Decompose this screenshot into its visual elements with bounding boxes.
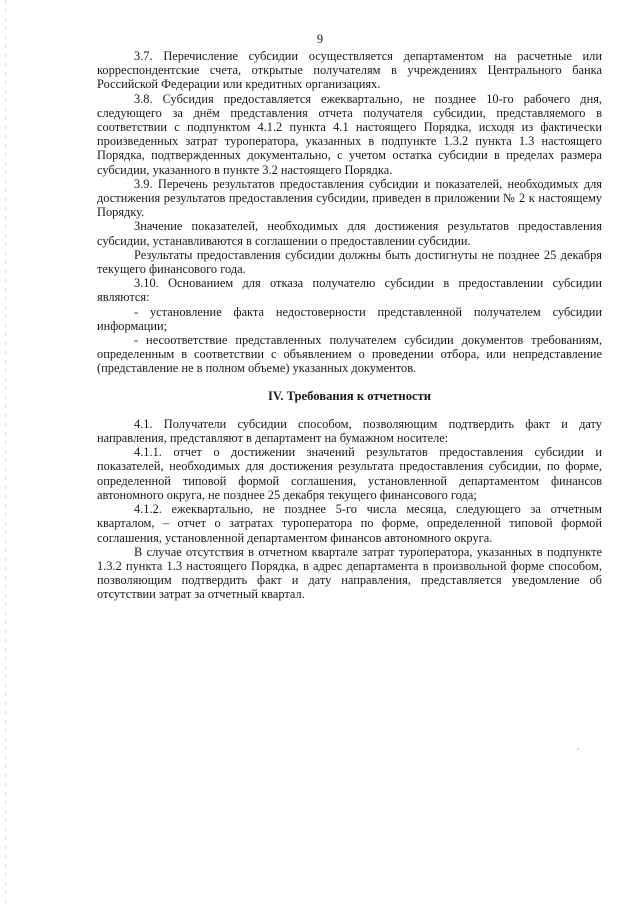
paragraph-indicator-values: Значение показателей, необходимых для достижения результатов предоставления субсидии, устанавливаются в соглашении о предоставлении субсидии.	[97, 219, 602, 248]
paragraph-3-8: 3.8. Субсидия предоставляется ежеквартально, не позднее 10-го рабочего дня, следующего за днём представления отчета получателя субсидии, представляемого в соответствии с подпунктом 4.1.2 пункта 4.1 настоящего Порядка, исходя из фактически произведенных затрат туроператора, указанных в подпункте 1.3.2 пункта 1.3 настоящего Порядка, подтвержденных документально, с учетом остатка субсидии в пределах размера субсидии, указанного в пункте 3.2 настоящего Порядка.	[97, 91, 602, 177]
section-heading: IV. Требования к отчетности	[267, 388, 432, 403]
page-number: 9	[316, 32, 324, 46]
list-item-refusal-1: - установление факта недостоверности представленной получателем субсидии информации;	[97, 304, 602, 333]
paragraph-4-1-1: 4.1.1. отчет о достижении значений результатов предоставления субсидии и показателей, необходимых для достижения результата предоставления субсидии, по форме, определенной типовой формой соглашения, установленной департаментом финансов автономного округа, не позднее 25 декабря текущего финансового года;	[97, 445, 602, 502]
paragraph-no-costs-notice: В случае отсутствия в отчетном квартале затрат туроператора, указанных в подпункте 1.3.2 пункта 1.3 настоящего Порядка, в адрес департамента в произвольной форме способом, позволяющим подтвердить факт и дату направления, представляется уведомление об отсутствии затрат за отчетный квартал.	[97, 544, 602, 602]
paragraph-3-10: 3.10. Основанием для отказа получателю субсидии в предоставлении субсидии являются:	[97, 276, 602, 305]
paragraph-3-9: 3.9. Перечень результатов предоставления субсидии и показателей, необходимых для достижения результатов предоставления субсидии, приведен в приложении № 2 к настоящему Порядку.	[97, 176, 602, 220]
paragraph-4-1: 4.1. Получатели субсидии способом, позволяющим подтвердить факт и дату направления, представляют в департамент на бумажном носителе:	[97, 416, 602, 446]
paragraph-4-1-2: 4.1.2. ежеквартально, не позднее 5-го числа месяца, следующего за отчетным кварталом, – отчет о затратах туроператора по форме, определенной типовой формой соглашения, установленной департаментом финансов автономного округа.	[97, 502, 602, 545]
scan-speck	[577, 748, 579, 750]
list-item-refusal-2: - несоответствие представленных получателем субсидии документов требованиям, определенным в соответствии с объявлением о проведении отбора, или непредставление (представление не в полном объеме) указанных документов.	[97, 333, 602, 376]
document-body	[97, 49, 602, 602]
scan-margin-artifact	[5, 0, 6, 905]
paragraph-results-deadline: Результаты предоставления субсидии должны быть достигнуты не позднее 25 декабря текущего финансового года.	[97, 247, 602, 277]
paragraph-3-7: 3.7. Перечисление субсидии осуществляется департаментом на расчетные или корреспондентские счета, открытые получателям в учреждениях Центрального банка Российской Федерации или кредитных организациях.	[97, 49, 602, 92]
